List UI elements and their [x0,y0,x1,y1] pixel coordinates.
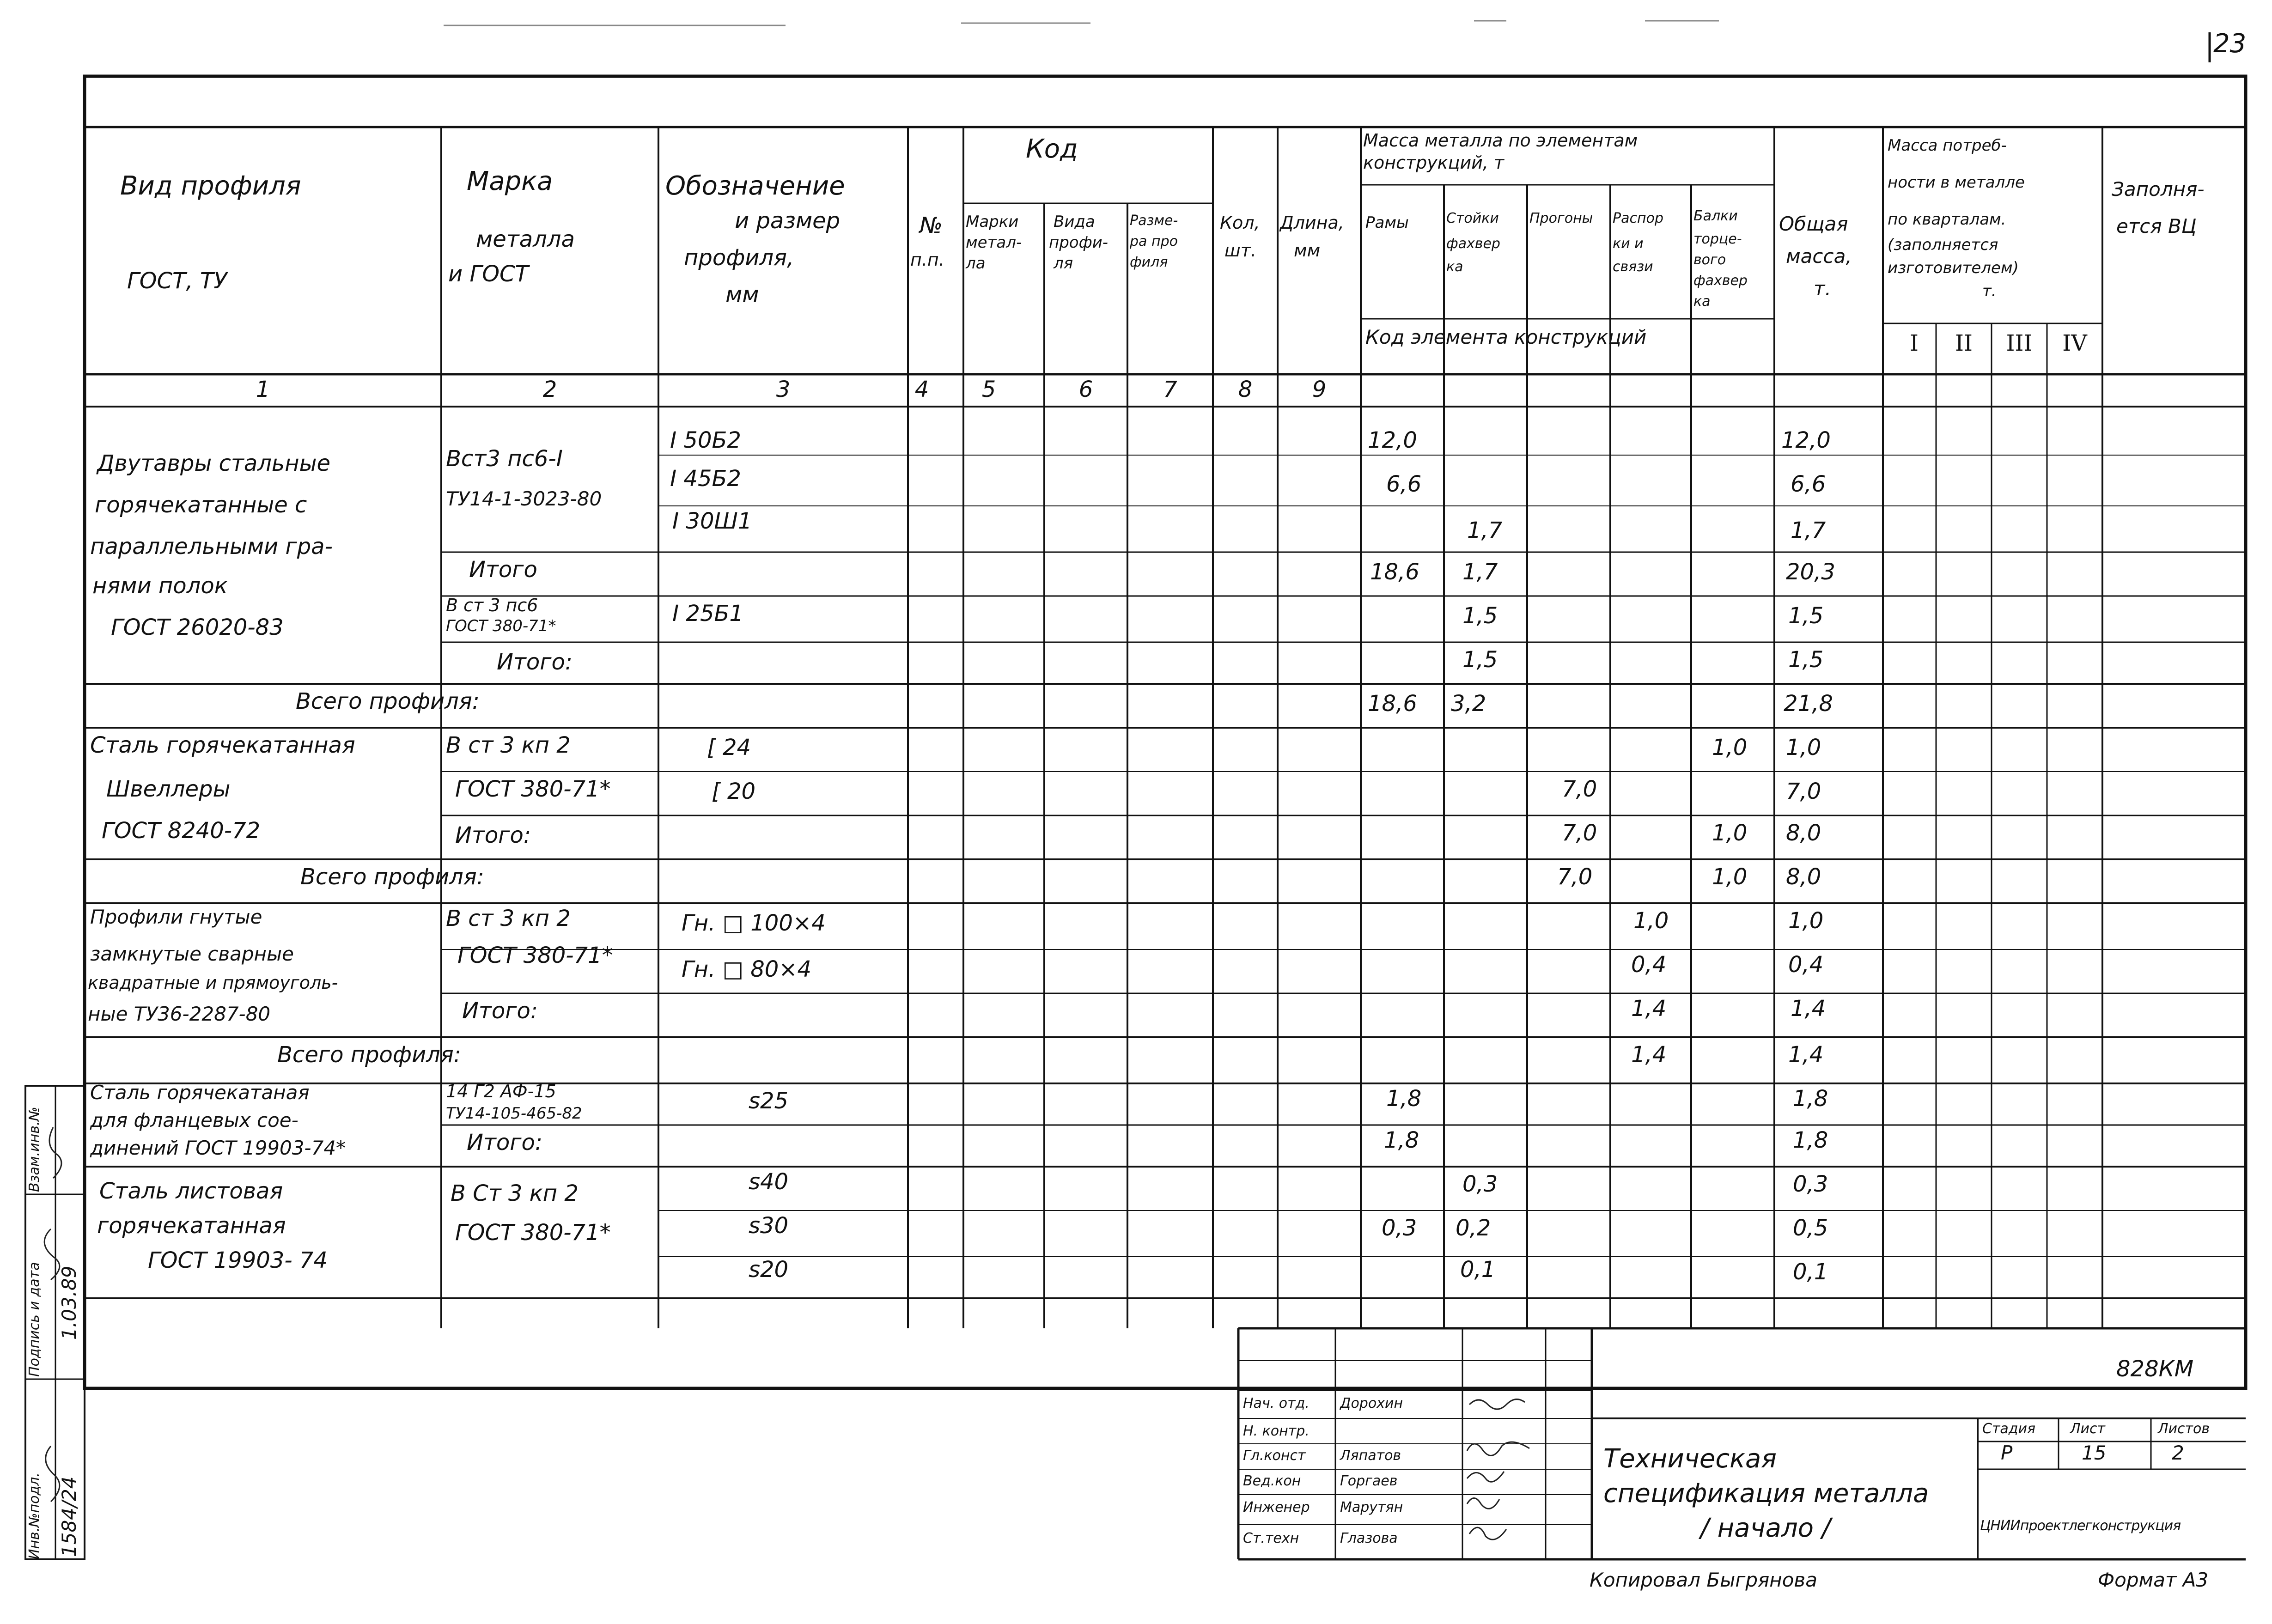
hdr-kod-razm-2: ра про [1130,233,1178,249]
hdr-massa-potr-2: ности в металле [1888,173,2025,192]
hdr-progony: Прогоны [1529,210,1593,226]
row19-oboz: s20 [749,1257,789,1283]
mark5-2: ТУ14-105-465-82 [446,1104,582,1123]
hdr-ramy: Рамы [1365,213,1409,232]
colnum-9: 9 [1312,377,1327,402]
row8-progony: 7,0 [1562,776,1597,802]
row18-stoiki: 0,2 [1456,1215,1491,1241]
row5-marka: Итого: [497,649,573,675]
row12-oboz: Гн. □ 80×4 [682,956,812,982]
row13-total: 1,4 [1791,996,1826,1022]
row4-stoiki: 1,5 [1462,603,1498,629]
group2-vid-2: Швеллеры [106,776,231,802]
hdr-raspor-3: связи [1613,259,1653,275]
row12-raspor: 0,4 [1631,952,1667,978]
colnum-7: 7 [1163,377,1177,402]
row14-raspor: 1,4 [1631,1042,1667,1068]
hdr-obshaya-2: масса, [1786,245,1852,268]
row13-marka: Итого: [462,998,538,1024]
stamp-role-1: Нач. отд. [1243,1395,1310,1411]
hdr-obshaya-1: Общая [1779,213,1848,235]
row0-total: 12,0 [1781,427,1831,453]
row14-total: 1,4 [1788,1042,1824,1068]
row9-marka: Итого: [455,822,531,848]
colnum-1: 1 [256,377,270,402]
hdr-stoiki-1: Стойки [1446,210,1499,226]
row6-total: 21,8 [1784,691,1833,717]
row0-ramy: 12,0 [1368,427,1417,453]
row13-raspor: 1,4 [1631,996,1667,1022]
hdr-q1: I [1910,330,1919,356]
row6-ramy: 18,6 [1368,691,1417,717]
row10-balki: 1,0 [1712,864,1748,890]
hdr-kod-marki-2: метал- [966,233,1022,252]
row4-total: 1,5 [1788,603,1824,629]
hdr-oboz-4: мм [725,282,759,308]
page-number: 23 [2213,29,2247,59]
row18-total: 0,5 [1793,1215,1828,1241]
row11-raspor: 1,0 [1633,908,1669,934]
side-label-vzam: Взам.инв.№ [26,1107,43,1192]
row15-oboz: s25 [749,1088,789,1114]
row10-vid: Всего профиля: [300,864,484,890]
row2-stoiki: 1,7 [1467,517,1503,543]
row7-total: 1,0 [1786,735,1821,760]
row16-total: 1,8 [1793,1127,1828,1153]
hdr-np-2: п.п. [910,249,944,270]
row2-oboz: I 30Ш1 [672,508,752,534]
row17-stoiki: 0,3 [1462,1171,1498,1197]
group3-vid-1: Профили гнутые [90,906,262,928]
row9-progony: 7,0 [1562,820,1597,846]
group4-vid-1: Сталь горячекатаная [90,1081,310,1104]
stamp-title-2: спецификация металла [1603,1478,1929,1508]
hdr-kod-vida-2: профи- [1049,233,1109,252]
group4-vid-3: динений ГОСТ 19903-74* [90,1137,346,1159]
stamp-role-5: Инженер [1243,1499,1310,1515]
mark6-1: В Ст 3 кп 2 [451,1180,579,1206]
hdr-vid-1: Вид профиля [120,171,301,201]
hdr-kod-razm-1: Разме- [1130,213,1178,229]
stamp-name-5: Марутян [1340,1499,1403,1515]
row15-total: 1,8 [1793,1086,1828,1112]
row0-oboz: I 50Б2 [670,427,741,453]
stamp-listov-label: Листов [2158,1421,2210,1437]
mark2-2: ГОСТ 380-71* [446,617,556,635]
row15-ramy: 1,8 [1386,1086,1422,1112]
side-value-date: 1.03.89 [58,1265,80,1340]
group5-vid-3: ГОСТ 19903- 74 [148,1247,328,1273]
footer-format: Формат А3 [2098,1569,2209,1591]
row16-ramy: 1,8 [1384,1127,1419,1153]
side-label-podpis: Подпись и дата [26,1262,43,1377]
hdr-balki-4: фахвер [1693,273,1748,289]
hdr-kod-marki-1: Марки [966,213,1019,231]
stamp-name-4: Горгаев [1340,1473,1398,1489]
hdr-marka-1: Марка [467,166,553,196]
hdr-obshaya-3: т. [1814,277,1831,300]
row2-total: 1,7 [1791,517,1826,543]
row19-stoiki: 0,1 [1460,1257,1496,1283]
hdr-oboz-3: профиля, [684,245,794,271]
hdr-kod-marki-3: ла [966,254,986,273]
row17-oboz: s40 [749,1169,789,1195]
hdr-oboz-2: и размер [735,208,841,234]
hdr-massa-potr-1: Масса потреб- [1888,136,2007,155]
colnum-5: 5 [981,377,996,402]
stamp-org: ЦНИИпроектлегконструкция [1980,1518,2181,1534]
stamp-role-3: Гл.конст [1243,1448,1306,1464]
footer-copied: Копировал Быгрянова [1590,1569,1817,1591]
colnum-6: 6 [1078,377,1093,402]
row9-balki: 1,0 [1712,820,1748,846]
hdr-kod-razm-3: филя [1130,254,1168,270]
row14-vid: Всего профиля: [277,1042,461,1068]
row3-marka: Итого [469,557,537,583]
hdr-balki-1: Балки [1693,208,1738,224]
hdr-oboz-1: Обозначение [665,171,845,201]
hdr-dlina-2: мм [1294,240,1321,261]
row10-total: 8,0 [1786,864,1821,890]
row1-oboz: I 45Б2 [670,466,741,492]
row3-ramy: 18,6 [1370,559,1419,585]
group3-vid-3: квадратные и прямоуголь- [88,973,338,993]
hdr-raspor-2: ки и [1613,236,1644,252]
stamp-role-4: Вед.кон [1243,1473,1301,1489]
mark5-1: 14 Г2 АФ-15 [446,1081,556,1101]
group1-vid-2: горячекатанные с [95,492,307,518]
stamp-stadiya-label: Стадия [1982,1421,2036,1437]
hdr-massa-potr-6: т. [1982,282,1997,300]
mark3-1: В ст 3 кп 2 [446,732,571,758]
stamp-name-3: Ляпатов [1340,1448,1401,1464]
stamp-name-6: Глазова [1340,1530,1398,1546]
row8-total: 7,0 [1786,779,1821,804]
group5-vid-1: Сталь листовая [99,1178,283,1204]
colnum-2: 2 [542,377,557,402]
hdr-massa-potr-3: по кварталам. [1888,210,2006,229]
hdr-q4: IV [2062,330,2087,356]
hdr-raspor-1: Распор [1613,210,1663,226]
hdr-massa-potr-5: изготовителем) [1888,259,2019,277]
hdr-massa-elem-2: конструкций, т [1363,152,1505,173]
group1-vid-5: ГОСТ 26020-83 [111,614,284,640]
group5-vid-2: горячекатанная [97,1213,286,1239]
stamp-role-6: Ст.техн [1243,1530,1299,1546]
hdr-zapoln-2: ется ВЦ [2116,215,2197,237]
stamp-title-3: / начало / [1700,1513,1831,1543]
mark6-2: ГОСТ 380-71* [455,1220,611,1246]
hdr-balki-5: ка [1693,293,1711,310]
group1-vid-4: нями полок [92,573,228,599]
hdr-massa-elem-1: Масса металла по элементам [1363,130,1638,151]
row16-marka: Итого: [467,1130,542,1156]
group3-vid-4: ные ТУ36-2287-80 [88,1003,271,1025]
mark1-1: Вст3 пс6-I [446,446,563,472]
row5-stoiki: 1,5 [1462,647,1498,673]
hdr-kol-1: Кол, [1220,213,1260,233]
row1-total: 6,6 [1791,471,1826,497]
row6-stoiki: 3,2 [1451,691,1486,717]
hdr-balki-2: торце- [1693,231,1742,247]
row7-balki: 1,0 [1712,735,1748,760]
row18-ramy: 0,3 [1382,1215,1417,1241]
row3-stoiki: 1,7 [1462,559,1498,585]
row12-total: 0,4 [1788,952,1824,978]
row19-total: 0,1 [1793,1259,1828,1285]
row9-total: 8,0 [1786,820,1821,846]
row11-total: 1,0 [1788,908,1824,934]
hdr-q3: III [2006,330,2033,356]
row6-vid: Всего профиля: [296,688,480,714]
hdr-vid-2: ГОСТ, ТУ [127,268,227,294]
row3-total: 20,3 [1786,559,1835,585]
hdr-kod-vida-1: Вида [1054,213,1095,231]
stamp-listov: 2 [2172,1442,2184,1464]
row11-oboz: Гн. □ 100×4 [682,910,826,936]
mark1-2: ТУ14-1-3023-80 [446,487,602,510]
row8-oboz: [ 20 [712,779,756,804]
group1-vid-3: параллельными гра- [90,534,333,560]
colnum-4: 4 [914,377,929,402]
colnum-8: 8 [1238,377,1253,402]
row10-progony: 7,0 [1557,864,1593,890]
hdr-balki-3: вого [1693,252,1726,268]
hdr-q2: II [1955,330,1973,356]
hdr-marka-2: металла [476,226,575,252]
hdr-massa-potr-4: (заполняется [1888,236,1998,254]
hdr-stoiki-3: ка [1446,259,1463,275]
row7-oboz: [ 24 [707,735,751,760]
hdr-np-1: № [920,213,943,238]
hdr-kol-2: шт. [1224,240,1256,261]
group2-vid-3: ГОСТ 8240-72 [102,818,261,844]
mark4-1: В ст 3 кп 2 [446,906,571,931]
mark4-2: ГОСТ 380-71* [457,943,613,968]
group1-vid-1: Двутавры стальные [97,450,331,476]
mark3-2: ГОСТ 380-71* [455,776,611,802]
group4-vid-2: для фланцевых сое- [90,1109,298,1131]
stamp-name-1: Дорохин [1340,1395,1403,1411]
row18-oboz: s30 [749,1213,789,1239]
stamp-list: 15 [2082,1442,2107,1464]
stamp-code: 828КМ [2116,1356,2194,1382]
row5-total: 1,5 [1788,647,1824,673]
stamp-title-1: Техническая [1603,1444,1777,1474]
row4-oboz: I 25Б1 [672,601,743,626]
hdr-marka-3: и ГОСТ [448,261,529,287]
row1-ramy: 6,6 [1386,471,1422,497]
group3-vid-2: замкнутые сварные [90,943,294,965]
hdr-kod: Код [1026,134,1078,164]
hdr-zapoln-1: Заполня- [2112,178,2205,201]
group2-vid-1: Сталь горячекатанная [90,732,355,758]
side-value-inv: 1584/24 [58,1476,80,1557]
row17-total: 0,3 [1793,1171,1828,1197]
stamp-role-2: Н. контр. [1243,1423,1310,1439]
hdr-kod-elem: Код элемента конструкций [1365,326,1647,348]
hdr-stoiki-2: фахвер [1446,236,1500,252]
mark2-1: В ст 3 пс6 [446,595,538,615]
hdr-kod-vida-3: ля [1054,254,1073,273]
stamp-list-label: Лист [2070,1421,2106,1437]
side-label-inv: Инв.№подл. [26,1472,43,1559]
stamp-stadiya: Р [2001,1442,2013,1464]
hdr-dlina-1: Длина, [1280,213,1344,233]
colnum-3: 3 [776,377,791,402]
